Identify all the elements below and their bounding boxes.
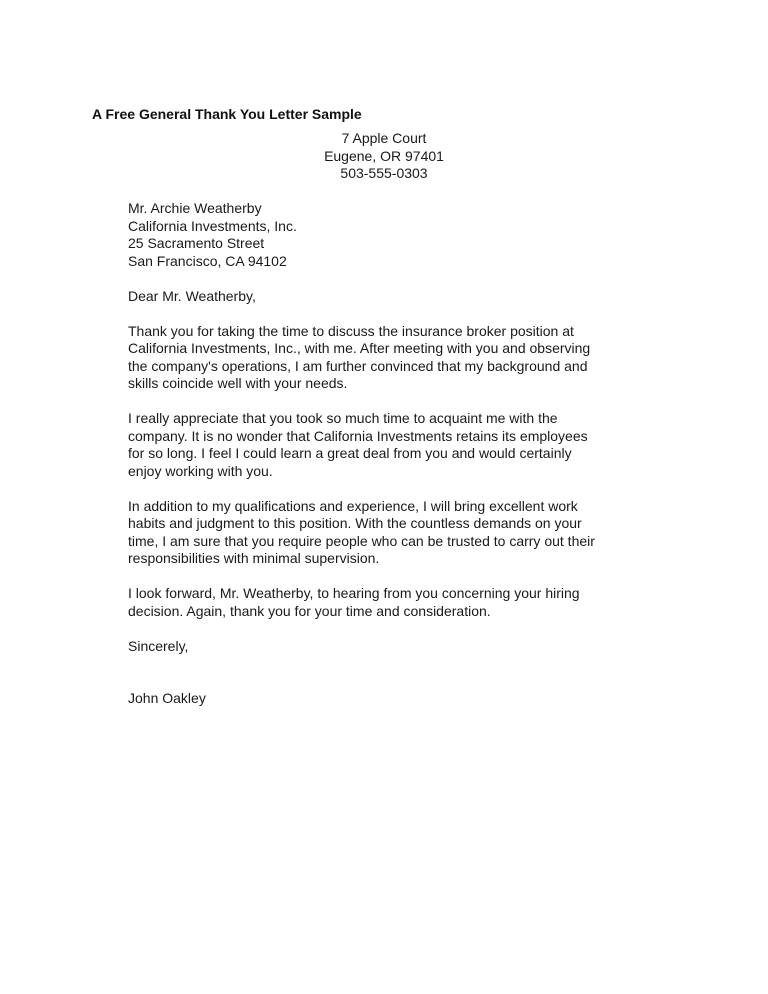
paragraph-line: responsibilities with minimal supervision. <box>128 550 380 566</box>
paragraph-line: decision. Again, thank you for your time and consideration. <box>128 602 491 619</box>
paragraph-line: for so long. I feel I could learn a great deal from you and would certainly <box>128 445 572 461</box>
paragraph-line: In addition to my qualifications and experience, I will bring excellent work <box>128 497 578 514</box>
sender-address <box>0 130 768 183</box>
recipient-address <box>128 200 648 270</box>
recipient-name: Mr. Archie Weatherby <box>128 200 262 216</box>
sender-phone: 503-555-0303 <box>340 165 428 181</box>
paragraph-4 <box>128 585 648 620</box>
paragraph-line: I look forward, Mr. Weatherby, to hearing from you concerning your hiring <box>128 585 580 601</box>
signature-space <box>128 655 648 690</box>
signature-name: John Oakley <box>128 690 206 706</box>
paragraph-line: Thank you for taking the time to discuss the insurance broker position at <box>128 322 574 339</box>
paragraph-line: habits and judgment to this position. With the countless demands on your <box>128 515 582 531</box>
salutation: Dear Mr. Weatherby, <box>128 287 256 304</box>
letter-body <box>128 200 648 708</box>
letter-title: A Free General Thank You Letter Sample <box>92 106 362 122</box>
paragraph-2 <box>128 410 648 480</box>
sender-city-state-zip: Eugene, OR 97401 <box>324 147 444 164</box>
paragraph-line: enjoy working with you. <box>128 462 273 479</box>
recipient-city-state-zip: San Francisco, CA 94102 <box>128 252 287 269</box>
paragraph-line: the company's operations, I am further convinced that my background and <box>128 357 588 374</box>
recipient-street: 25 Sacramento Street <box>128 235 265 251</box>
paragraph-line: California Investments, Inc., with me. After meeting with you and observing <box>128 340 591 356</box>
paragraph-line: I really appreciate that you took so much time to acquaint me with the <box>128 410 558 426</box>
sender-street: 7 Apple Court <box>341 130 427 146</box>
paragraph-3 <box>128 498 648 568</box>
paragraph-line: skills coincide well with your needs. <box>128 375 348 391</box>
paragraph-line: time, I am sure that you require people who can be trusted to carry out their <box>128 532 595 549</box>
paragraph-line: company. It is no wonder that California Investments retains its employees <box>128 427 588 444</box>
closing: Sincerely, <box>128 637 189 654</box>
paragraph-1 <box>128 323 648 393</box>
recipient-company: California Investments, Inc. <box>128 217 297 234</box>
